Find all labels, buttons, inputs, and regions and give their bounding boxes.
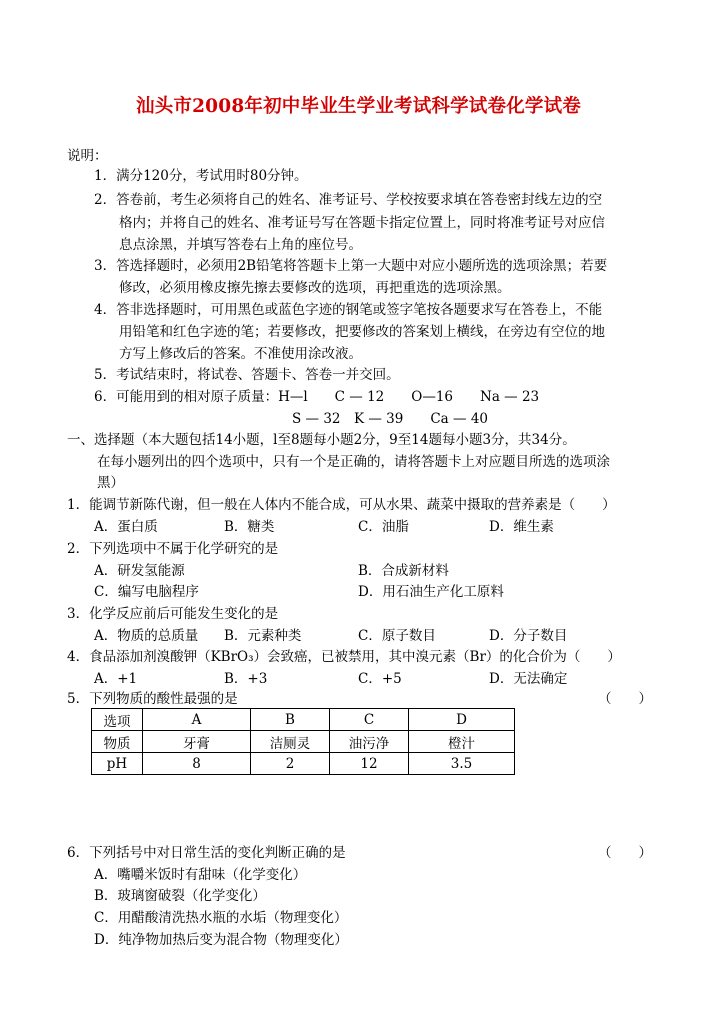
table-cell: 8	[143, 753, 251, 775]
option-d: D．维生素	[489, 519, 554, 535]
ph-table	[91, 708, 515, 775]
intro-item: 2．答卷前，考生必须将自己的姓名、准考证号、学校按要求填在答卷密封线左边的空	[94, 192, 603, 208]
page-title: 汕头市2008年初中毕业生学业考试科学试卷化学试卷	[136, 96, 581, 117]
option-d: D．分子数目	[489, 628, 568, 644]
question-stem: 3．化学反应前后可能发生变化的是	[67, 606, 279, 622]
table-row	[92, 753, 515, 775]
question-stem: 6．下列括号中对日常生活的变化判断正确的是	[67, 845, 346, 861]
intro-item: 方写上修改后的答案。不准使用涂改液。	[119, 346, 362, 362]
intro-item: 6．可能用到的相对原子质量：H—l C — 12 O—16 Na — 23	[94, 389, 540, 405]
intro-item: 3．答选择题时，必须用2B铅笔将答题卡上第一大题中对应小题所选的选项涂黑；若要	[94, 258, 608, 274]
table-cell: C	[330, 709, 409, 731]
option-b: B．糖类	[224, 519, 275, 535]
table-cell: 选项	[92, 709, 143, 731]
question-stem: 2．下列选项中不属于化学研究的是	[67, 541, 279, 557]
table-cell: 牙膏	[143, 731, 251, 753]
section-heading: 黑）	[97, 475, 124, 491]
option-a: A．物质的总质量	[94, 628, 199, 644]
option-c: C．原子数目	[358, 628, 436, 644]
table-cell: 2	[251, 753, 330, 775]
option-a: A．+1	[94, 671, 138, 687]
question-stem: 5．下列物质的酸性最强的是	[67, 691, 238, 707]
intro-item: 1．满分120分，考试用时80分钟。	[94, 168, 308, 184]
table-cell: pH	[92, 753, 143, 775]
intro-item: 用铅笔和红色字迹的笔；若要修改，把要修改的答案划上横线，在旁边有空位的地	[119, 324, 605, 340]
option-c: C．油脂	[358, 519, 409, 535]
option-c: C．用醋酸清洗热水瓶的水垢（物理变化）	[94, 910, 348, 926]
question-stem: 1．能调节新陈代谢，但一般在人体内不能合成，可从水果、蔬菜中摄取的营养素是（ ）	[67, 497, 616, 513]
table-cell: D	[409, 709, 515, 731]
intro-item: 5．考试结束时，将试卷、答题卡、答卷一并交回。	[94, 367, 400, 383]
intro-item: S — 32 K — 39 Ca — 40	[292, 411, 488, 427]
answer-bracket: （ ）	[598, 691, 652, 707]
option-b: B．玻璃窗破裂（化学变化）	[94, 888, 266, 904]
table-cell: 油污净	[330, 731, 409, 753]
table-cell: 橙汁	[409, 731, 515, 753]
table-cell: 3.5	[409, 753, 515, 775]
table-cell: 洁厕灵	[251, 731, 330, 753]
intro-item: 修改，必须用橡皮擦先擦去要修改的选项，再把重选的选项涂黑。	[119, 280, 511, 296]
option-b: B．元素种类	[224, 628, 302, 644]
option-d: D．纯净物加热后变为混合物（物理变化）	[94, 932, 348, 948]
option-b: B．合成新材料	[358, 563, 449, 579]
intro-item: 4．答非选择题时，可用黑色或蓝色字迹的钢笔或签字笔按各题要求写在答卷上，不能	[94, 302, 603, 318]
intro-item: 息点涂黑，并填写答卷右上角的座位号。	[119, 237, 362, 253]
table-cell: 12	[330, 753, 409, 775]
option-a: A．蛋白质	[94, 519, 158, 535]
table-cell: B	[251, 709, 330, 731]
intro-heading: 说明：	[67, 148, 108, 164]
option-d: D．用石油生产化工原料	[358, 584, 504, 600]
table-row	[92, 731, 515, 753]
intro-item: 格内；并将自己的姓名、准考证号写在答题卡指定位置上，同时将准考证号对应信	[119, 215, 605, 231]
section-heading: 一、选择题（本大题包括14小题，l至8题每小题2分，9至14题每小题3分，共34分。	[67, 432, 576, 448]
answer-bracket: （ ）	[598, 845, 652, 861]
table-cell: A	[143, 709, 251, 731]
table-row	[92, 709, 515, 731]
option-a: A．研发氢能源	[94, 563, 185, 579]
option-b: B．+3	[224, 671, 268, 687]
option-d: D．无法确定	[489, 671, 568, 687]
question-stem: 4．食品添加剂溴酸钾（KBrO₃）会致癌，已被禁用，其中溴元素（Br）的化合价为（ ）	[67, 649, 621, 665]
option-a: A．嘴嚼米饭时有甜味（化学变化）	[94, 867, 307, 883]
section-heading: 在每小题列出的四个选项中，只有一个是正确的，请将答题卡上对应题目所选的选项涂	[97, 454, 610, 470]
option-c: C．+5	[358, 671, 402, 687]
option-c: C．编写电脑程序	[94, 584, 199, 600]
table-cell: 物质	[92, 731, 143, 753]
